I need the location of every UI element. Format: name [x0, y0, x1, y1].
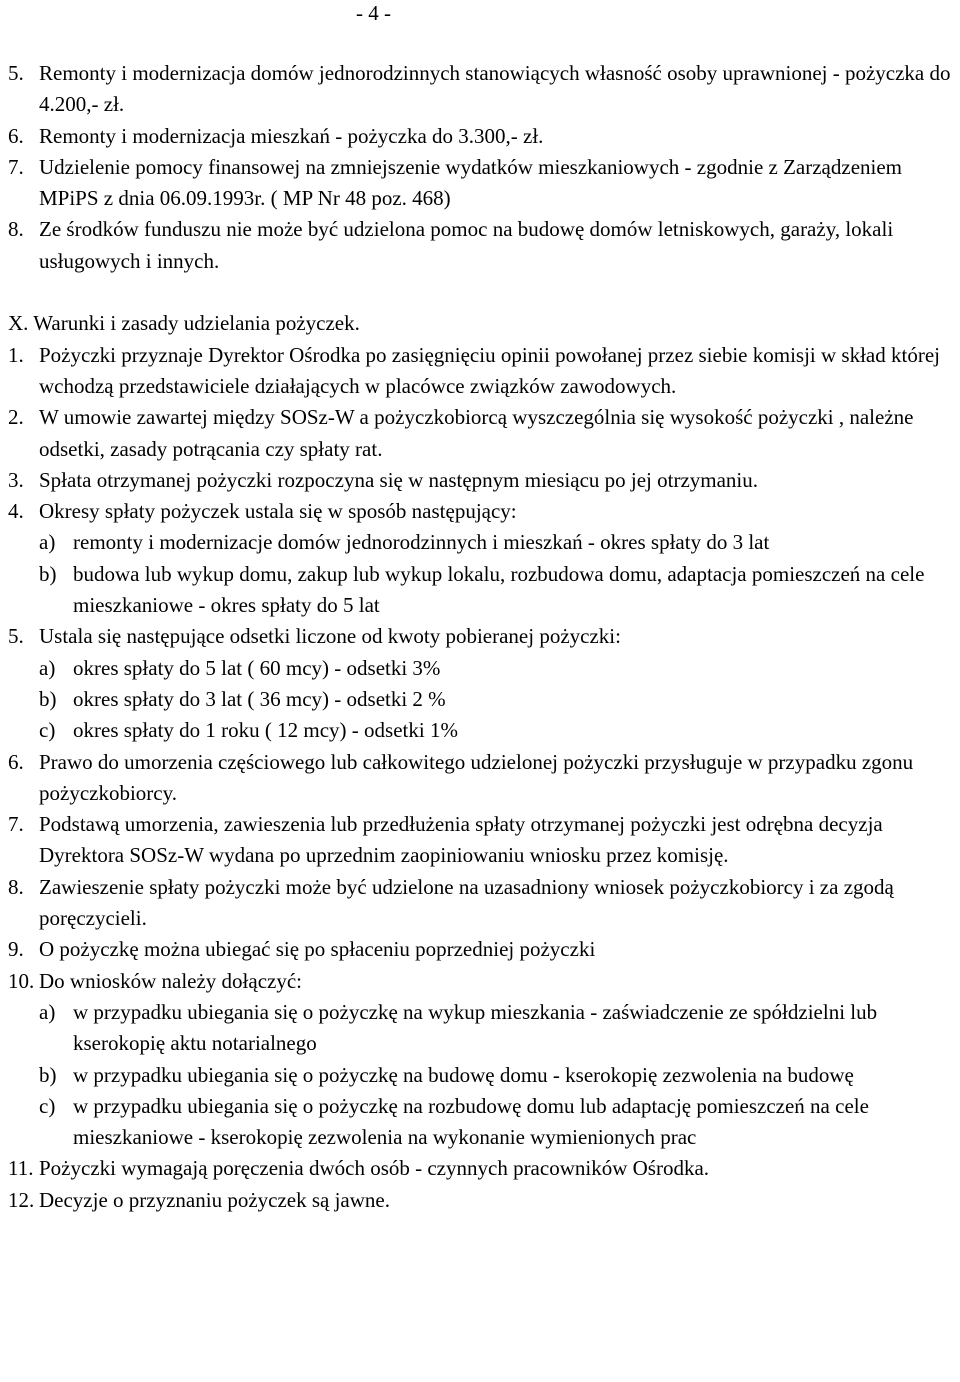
- top-list: [8, 58, 953, 277]
- item-number: 2.: [8, 405, 24, 430]
- item-text: O pożyczkę można ubiegać się po spłaceniu poprzedniej pożyczki: [39, 937, 596, 962]
- item-body: [39, 621, 953, 746]
- item-number: 5.: [8, 61, 24, 85]
- section-heading: X. Warunki i zasady udzielania pożyczek.: [8, 311, 360, 336]
- item-text: Decyzje o przyznaniu pożyczek są jawne.: [39, 1187, 390, 1212]
- item-text: Prawo do umorzenia częściowego lub całkowitego udzielonej pożyczki przysługuje w przypadku zgonu pożyczkobiorcy.: [39, 749, 914, 805]
- list-item: [8, 872, 953, 935]
- item-text: Remonty i modernizacja domów jednorodzinnych stanowiących własność osoby uprawnionej - pożyczka do 4.200,- zł.: [39, 61, 951, 117]
- document-body: [8, 58, 953, 1216]
- sub-item: [39, 997, 953, 1060]
- sub-item-text: okres spłaty do 5 lat ( 60 mcy) - odsetki 3%: [73, 655, 441, 680]
- item-text: Remonty i modernizacja mieszkań - pożyczka do 3.300,- zł.: [39, 123, 544, 148]
- list-item: [8, 1185, 953, 1216]
- list-item: [8, 340, 953, 403]
- item-number: 11.: [8, 1156, 34, 1181]
- item-number: 6.: [8, 123, 24, 148]
- item-text: Ze środków funduszu nie może być udzielona pomoc na budowę domów letniskowych, garaży, lokali usługowych i innych.: [39, 217, 894, 273]
- sub-item-label: a): [39, 999, 56, 1024]
- sub-item-label: a): [39, 655, 56, 680]
- item-number: 8.: [8, 874, 24, 899]
- list-item: [8, 152, 953, 215]
- item-number: 7.: [8, 154, 24, 179]
- item-number: 7.: [8, 812, 24, 837]
- list-item: [8, 121, 953, 152]
- item-text: Udzielenie pomocy finansowej na zmniejszenie wydatków mieszkaniowych - zgodnie z Zarządzeniem MPiPS z dnia 06.09.1993r. ( MP Nr 48 poz. 468): [39, 154, 902, 211]
- item-text: Ustala się następujące odsetki liczone od kwoty pobieranej pożyczki:: [39, 624, 621, 649]
- item-number: 10.: [8, 968, 35, 993]
- sub-item-label: c): [39, 1093, 56, 1118]
- sub-item-text: okres spłaty do 1 roku ( 12 mcy) - odsetki 1%: [73, 718, 458, 743]
- list-item: [8, 402, 953, 465]
- sub-item-label: b): [39, 686, 57, 711]
- item-number: 3.: [8, 467, 24, 492]
- sub-item-label: c): [39, 718, 56, 743]
- sub-item-text: w przypadku ubiegania się o pożyczkę na wykup mieszkania - zaświadczenie ze spółdzielni lub kserokopię aktu notarialnego: [73, 999, 878, 1056]
- item-number: 9.: [8, 937, 24, 962]
- sub-item-label: b): [39, 561, 57, 586]
- list-item: [8, 58, 953, 121]
- page-number: - 4 -: [356, 1, 391, 25]
- item-number: 6.: [8, 749, 24, 774]
- item-body: [39, 966, 953, 1154]
- list-item: [8, 465, 953, 496]
- sub-item: [39, 527, 953, 558]
- list-item: [8, 809, 953, 872]
- sub-item-label: a): [39, 530, 56, 555]
- list-item: [8, 214, 953, 277]
- item-text: Pożyczki wymagają poręczenia dwóch osób - czynnych pracowników Ośrodka.: [39, 1156, 710, 1181]
- item-number: 12.: [8, 1187, 35, 1212]
- sub-item: [39, 653, 953, 684]
- spacer: [8, 277, 953, 308]
- sub-item: [39, 715, 953, 746]
- sub-item: [39, 684, 953, 715]
- sub-item: [39, 1060, 953, 1091]
- item-number: 1.: [8, 342, 24, 367]
- list-item: [8, 934, 953, 965]
- sub-item-text: w przypadku ubiegania się o pożyczkę na budowę domu - kserokopię zezwolenia na budowę: [73, 1062, 854, 1087]
- list-item: [8, 747, 953, 810]
- item-body: [39, 496, 953, 621]
- sub-item-label: b): [39, 1062, 57, 1087]
- sub-item-text: remonty i modernizacje domów jednorodzinnych i mieszkań - okres spłaty do 3 lat: [73, 530, 770, 555]
- list-item: [8, 621, 953, 746]
- sub-item: [39, 559, 953, 622]
- list-item: [8, 966, 953, 1154]
- item-text: Pożyczki przyznaje Dyrektor Ośrodka po zasięgnięciu opinii powołanej przez siebie komisji w skład której wchodzą przedstawiciele działających w placówce związków zawodowych.: [39, 342, 940, 398]
- item-text: Spłata otrzymanej pożyczki rozpoczyna się w następnym miesiącu po jej otrzymaniu.: [39, 467, 759, 492]
- sub-item: [39, 1091, 953, 1154]
- item-number: 4.: [8, 499, 24, 524]
- list-item: [8, 1153, 953, 1184]
- rules-list: [8, 340, 953, 1216]
- item-text: Podstawą umorzenia, zawieszenia lub przedłużenia spłaty otrzymanej pożyczki jest odrębna decyzja Dyrektora SOSz-W wydana po uprzednim zaopiniowaniu wniosku przez komisję.: [39, 812, 883, 868]
- item-text: Okresy spłaty pożyczek ustala się w sposób następujący:: [39, 499, 517, 524]
- sub-item-text: w przypadku ubiegania się o pożyczkę na rozbudowę domu lub adaptację pomieszczeń na cele mieszkaniowe - kserokopię zezwolenia na wykonanie wymienionych prac: [73, 1093, 869, 1150]
- sub-item-text: okres spłaty do 3 lat ( 36 mcy) - odsetki 2 %: [73, 686, 446, 711]
- item-text: W umowie zawartej między SOSz-W a pożyczkobiorcą wyszczególnia się wysokość pożyczki , należne odsetki, zasady potrącania czy spłaty rat.: [39, 405, 914, 461]
- item-text: Do wniosków należy dołączyć:: [39, 968, 303, 993]
- sub-item-text: budowa lub wykup domu, zakup lub wykup lokalu, rozbudowa domu, adaptacja pomieszczeń na cele mieszkaniowe - okres spłaty do 5 lat: [73, 561, 925, 618]
- list-item: [8, 496, 953, 621]
- item-number: 5.: [8, 624, 24, 649]
- item-number: 8.: [8, 217, 24, 242]
- item-text: Zawieszenie spłaty pożyczki może być udzielone na uzasadniony wniosek pożyczkobiorcy i za zgodą poręczycieli.: [39, 874, 894, 931]
